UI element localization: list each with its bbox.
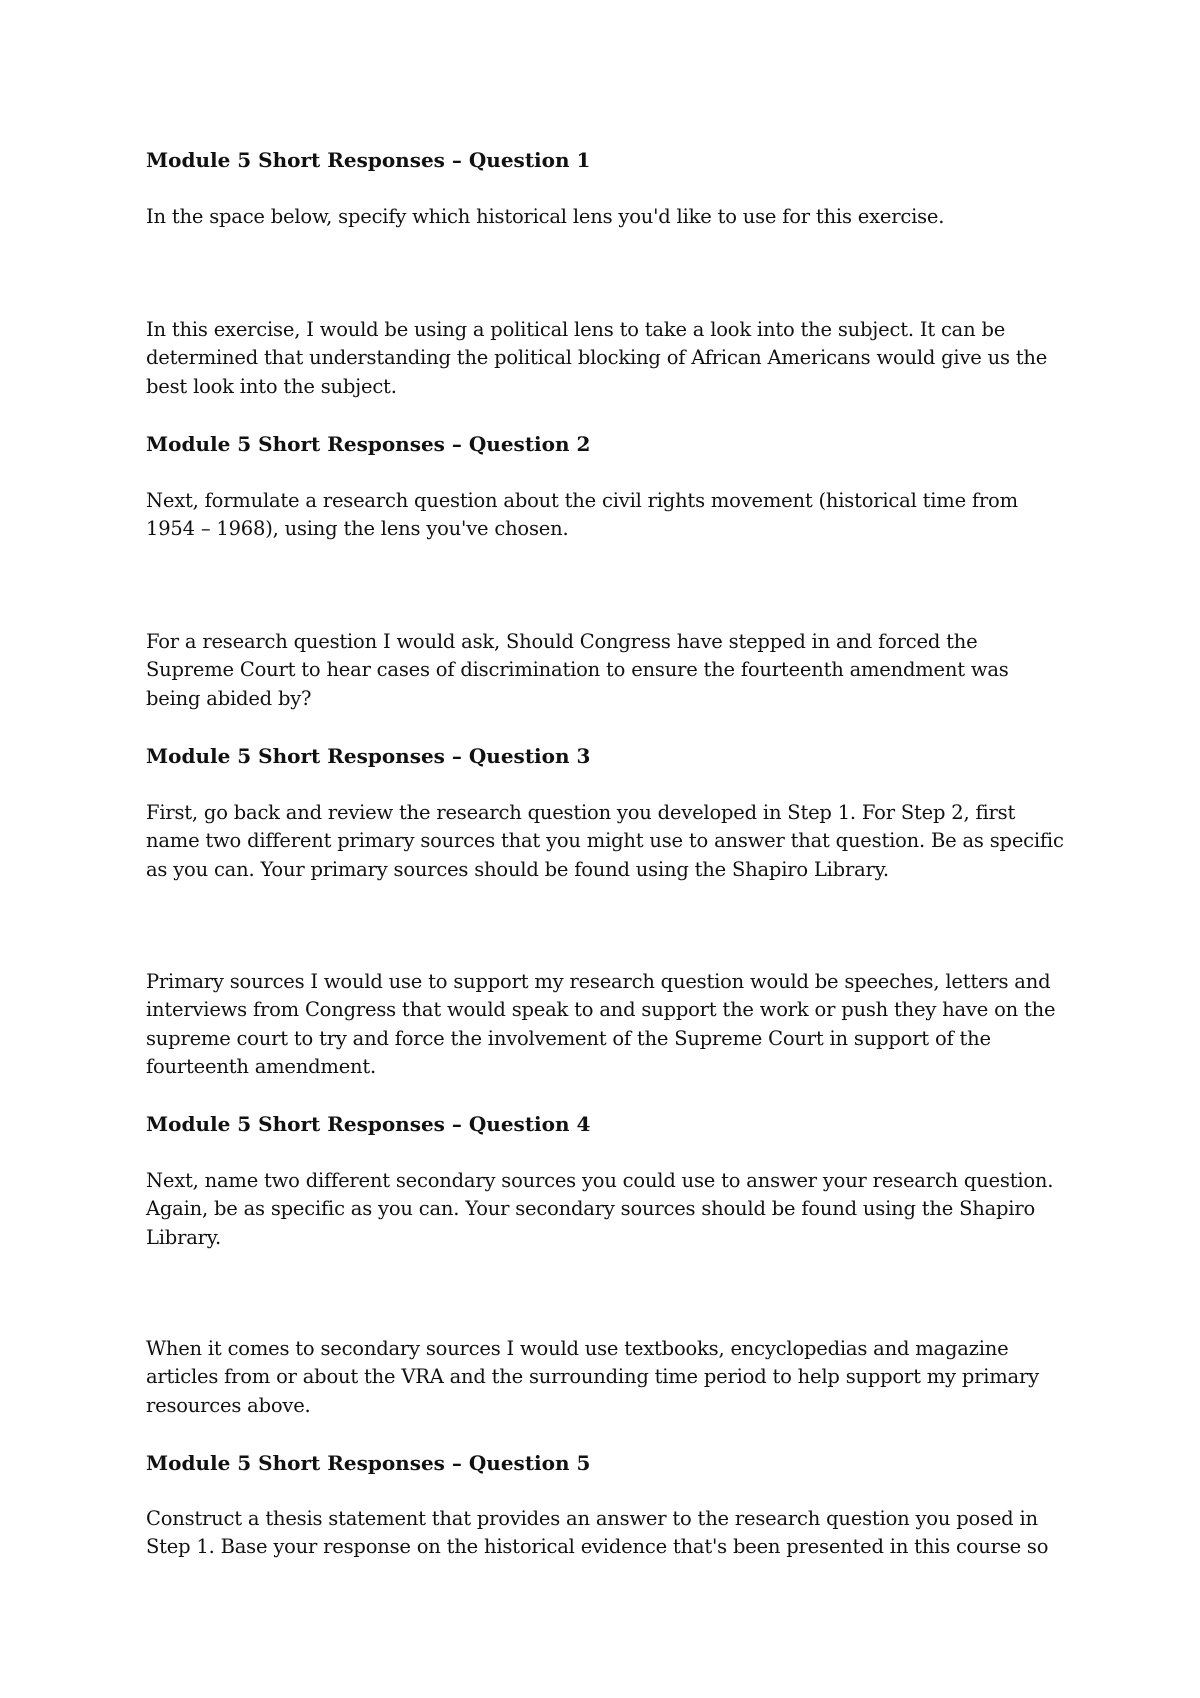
question-3-prompt: First, go back and review the research question you developed in Step 1. For Step 2, first name two different primary sources that you might use to answer that question. Be as specific as you can. Your primary sources should be found using the Shapiro Library.	[146, 801, 1064, 881]
question-4-heading: Module 5 Short Responses – Question 4	[146, 1112, 591, 1136]
question-3-heading: Module 5 Short Responses – Question 3	[146, 744, 591, 768]
question-4-prompt: Next, name two different secondary sources you could use to answer your research question. Again, be as specific as you can. Your secondary sources should be found using the Shapiro Library.	[146, 1169, 1054, 1249]
question-2-response: For a research question I would ask, Should Congress have stepped in and forced the Supreme Court to hear cases of discrimination to ensure the fourteenth amendment was being abided by?	[146, 630, 1009, 710]
question-2-prompt: Next, formulate a research question about the civil rights movement (historical time from 1954 – 1968), using the lens you've chosen.	[146, 489, 1018, 541]
question-1-prompt: In the space below, specify which historical lens you'd like to use for this exercise.	[146, 205, 945, 228]
question-5-prompt: Construct a thesis statement that provides an answer to the research question you posed in Step 1. Base your response on the historical evidence that's been presented in this course so	[146, 1507, 1049, 1559]
question-3-response: Primary sources I would use to support my research question would be speeches, letters and interviews from Congress that would speak to and support the work or push they have on the supreme court to try and force the involvement of the Supreme Court in support of the fourteenth amendment.	[146, 970, 1056, 1078]
question-5-heading: Module 5 Short Responses – Question 5	[146, 1451, 591, 1475]
question-1-heading: Module 5 Short Responses – Question 1	[146, 148, 591, 172]
question-4-response: When it comes to secondary sources I would use textbooks, encyclopedias and magazine articles from or about the VRA and the surrounding time period to help support my primary resources above.	[146, 1337, 1039, 1417]
question-1-response: In this exercise, I would be using a political lens to take a look into the subject. It can be determined that understanding the political blocking of African Americans would give us the best look into the subject.	[146, 318, 1048, 398]
document-page	[146, 0, 1068, 1698]
question-2-heading: Module 5 Short Responses – Question 2	[146, 432, 591, 456]
